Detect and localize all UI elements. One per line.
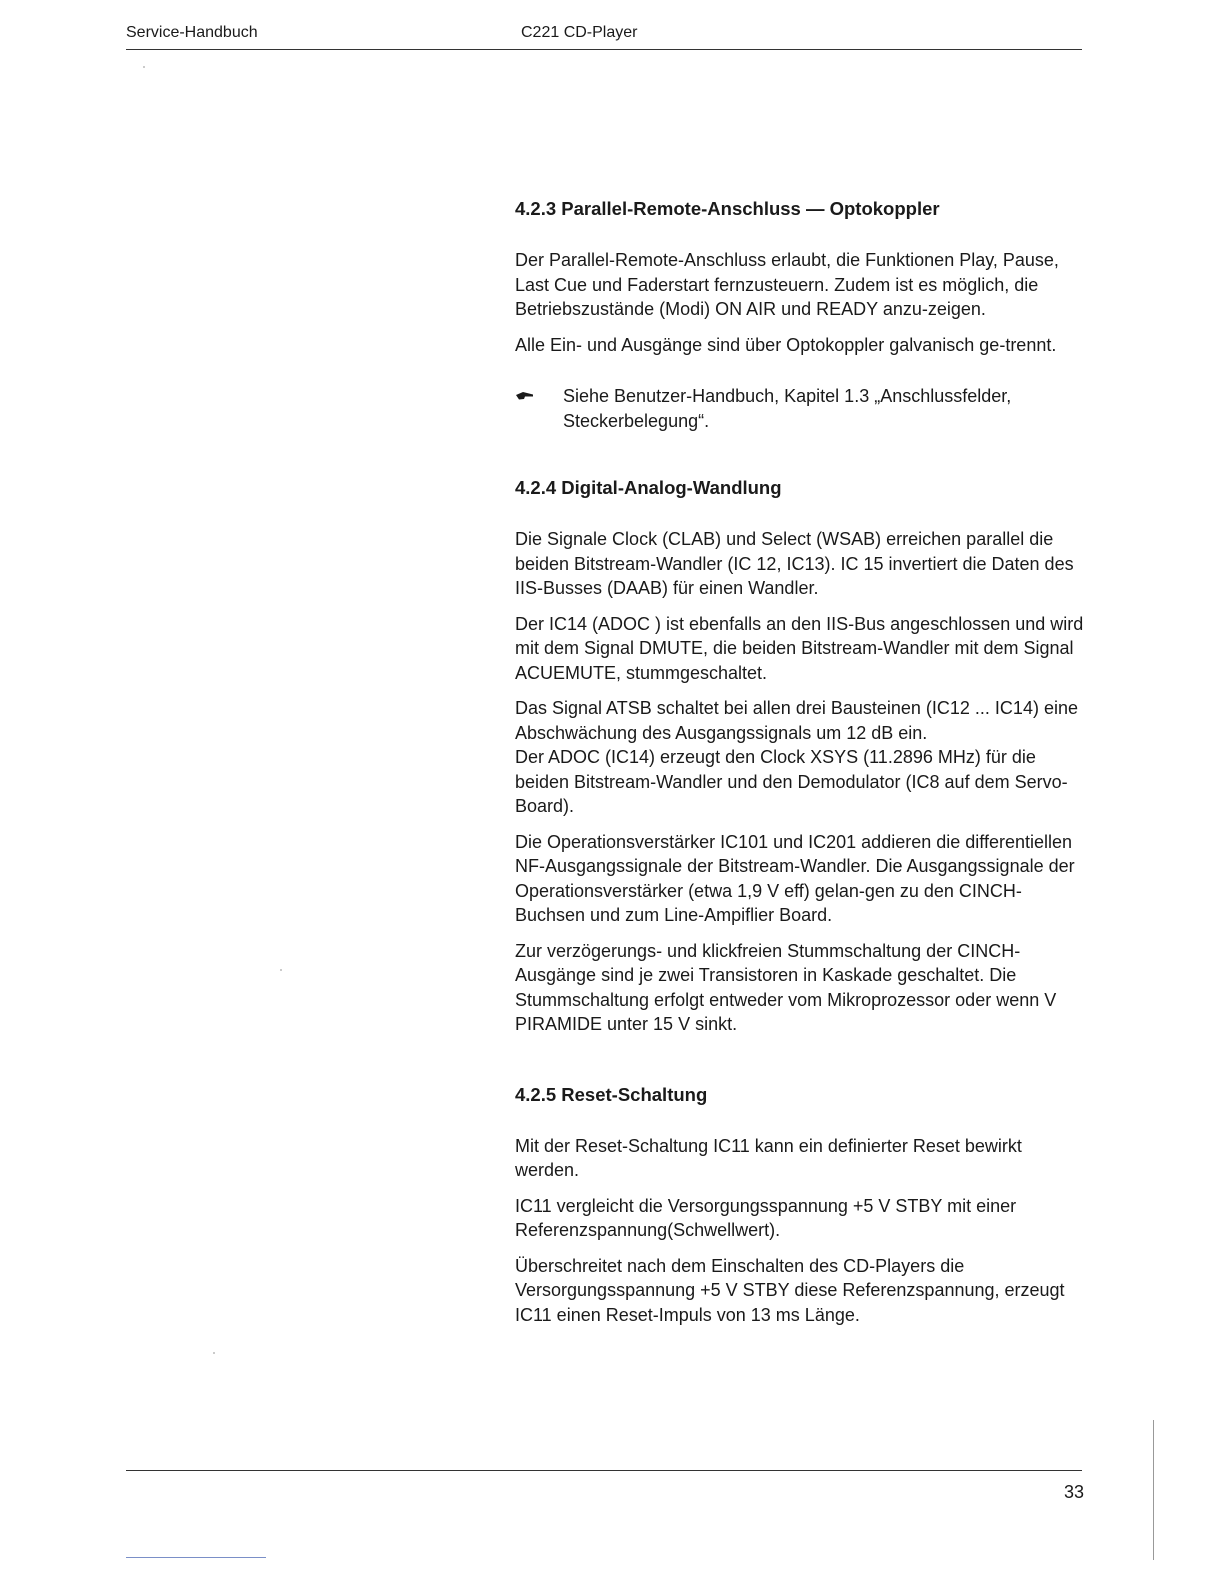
scan-edge-line — [1153, 1420, 1154, 1560]
paragraph: Der Parallel-Remote-Anschluss erlaubt, die Funktionen Play, Pause, Last Cue und Faderstart fernzusteuern. Zudem ist es möglich, die Betriebszustände (Modi) ON AIR und READY anzu-zeigen. — [515, 250, 1059, 319]
section-heading-4-2-5: 4.2.5 Reset-Schaltung — [515, 1083, 708, 1105]
paragraph: Mit der Reset-Schaltung IC11 kann ein definierter Reset bewirkt werden. — [515, 1135, 1022, 1180]
header-left-title: Service-Handbuch — [126, 24, 258, 41]
scan-artifact-line — [126, 1557, 266, 1558]
footer-rule — [126, 1470, 1082, 1471]
paragraph: Die Operationsverstärker IC101 und IC201 addieren die differentiellen NF-Ausgangssignale der Bitstream-Wandler. Die Ausgangssignale der Operationsverstärker (etwa 1,9 V eff) gelan-gen zu den CINCH-Buchsen und zum Line-Ampiflier Board. — [515, 831, 1075, 925]
paragraph: Alle Ein- und Ausgänge sind über Optokoppler galvanisch ge-trennt. — [515, 334, 1057, 355]
pointing-hand-icon — [515, 390, 535, 402]
header-right-title: C221 CD-Player — [521, 24, 638, 41]
scan-dot — [280, 969, 282, 971]
paragraph: Überschreitet nach dem Einschalten des CD-Players die Versorgungsspannung +5 V STBY diese Referenzspannung, erzeugt IC11 einen Reset-Impuls von 13 ms Länge. — [515, 1255, 1065, 1325]
reference-note-text: Siehe Benutzer-Handbuch, Kapitel 1.3 „Anschlussfelder, Steckerbelegung“. — [563, 386, 1012, 431]
section-heading-4-2-3: 4.2.3 Parallel-Remote-Anschluss — Optokoppler — [515, 198, 940, 219]
section-heading-4-2-4: 4.2.4 Digital-Analog-Wandlung — [515, 477, 782, 498]
paragraph: Der ADOC (IC14) erzeugt den Clock XSYS (11.2896 MHz) für die beiden Bitstream-Wandler und den Demodulator (IC8 auf dem Servo-Board). — [515, 747, 1068, 816]
paragraph: IC11 vergleicht die Versorgungsspannung +5 V STBY mit einer Referenzspannung(Schwellwert). — [515, 1195, 1017, 1240]
reference-note — [515, 384, 1087, 433]
scan-dot — [213, 1352, 215, 1354]
paragraph: Das Signal ATSB schaltet bei allen drei Bausteinen (IC12 ... IC14) eine Abschwächung des Ausgangssignals um 12 dB ein. — [515, 698, 1078, 743]
scan-dot — [143, 66, 145, 68]
header-rule — [126, 49, 1082, 50]
main-content — [515, 197, 1087, 1327]
paragraph: Die Signale Clock (CLAB) und Select (WSAB) erreichen parallel die beiden Bitstream-Wandler (IC 12, IC13). IC 15 invertiert die Daten des IIS-Busses (DAAB) für einen Wandler. — [515, 529, 1074, 598]
page-number: 33 — [1064, 1482, 1085, 1502]
paragraph: Der IC14 (ADOC ) ist ebenfalls an den IIS-Bus angeschlossen und wird mit dem Signal DMUTE, die beiden Bitstream-Wandler mit dem Signal ACUEMUTE, stummgeschaltet. — [515, 613, 1084, 683]
paragraph: Zur verzögerungs- und klickfreien Stummschaltung der CINCH-Ausgänge sind je zwei Transistoren in Kaskade geschaltet. Die Stummschaltung erfolgt entweder vom Mikroprozessor oder wenn V PIRAMIDE unter 15 V sinkt. — [515, 940, 1057, 1034]
